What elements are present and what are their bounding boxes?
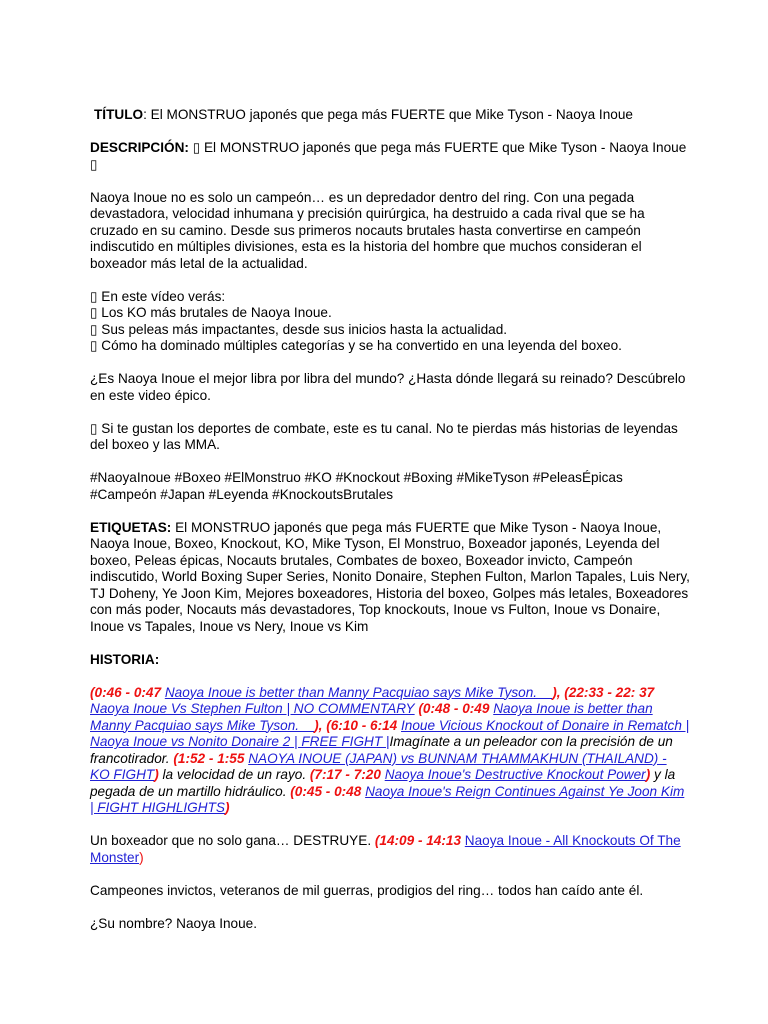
timestamp: ) — [154, 767, 159, 782]
description-label: DESCRIPCIÓN: — [90, 140, 189, 155]
channel-paragraph: ▯ Si te gustan los deportes de combate, este es tu canal. No te pierdas más historias de leyendas del boxeo y las MMA. — [90, 420, 678, 452]
video-link[interactable]: Naoya Inoue is better than Manny Pacquiao says Mike Tyson. — [90, 701, 653, 733]
video-link[interactable]: Naoya Inoue's Reign Continues Against Ye Joon Kim | FIGHT HIGHLIGHTS — [90, 783, 685, 815]
question-paragraph: ¿Es Naoya Inoue el mejor libra por libra del mundo? ¿Hasta dónde llegará su reinado? Descúbrelo en este video épico. — [90, 371, 686, 403]
timestamp: (0:48 - 0:49 — [414, 701, 494, 716]
historia-text: y la pegada de un martillo hidráulico. — [90, 767, 676, 799]
video-link[interactable]: NAOYA INOUE (JAPAN) vs BUNNAM THAMMAKHUN (THAILAND) - KO FIGHT — [90, 750, 667, 782]
title-paragraph: TÍTULO: El MONSTRUO japonés que pega más FUERTE que Mike Tyson - Naoya Inoue — [94, 107, 633, 122]
historia-heading: HISTORIA: — [90, 651, 160, 667]
description-paragraph — [90, 140, 690, 173]
nombre-paragraph: ¿Su nombre? Naoya Inoue. — [90, 915, 258, 931]
bullet-item: ▯ Cómo ha dominado múltiples categorías y se ha convertido en una leyenda del boxeo. — [90, 338, 622, 353]
timestamp: ) — [645, 767, 651, 782]
bullet-list — [90, 289, 690, 355]
timestamp: (7:17 - 7:20 — [309, 767, 385, 782]
timestamp: ), (22:33 - 22: 37 — [552, 684, 655, 700]
title-text: El MONSTRUO japonés que pega más FUERTE que Mike Tyson - Naoya Inoue — [150, 107, 633, 122]
historia-paragraph — [90, 685, 690, 817]
campeones-paragraph: Campeones invictos, veteranos de mil guerras, prodigios del ring… todos han caído ante él. — [90, 882, 644, 898]
timestamp: (0:45 - 0:48 — [290, 783, 366, 799]
video-link[interactable]: Naoya Inoue is better than Manny Pacquiao says Mike Tyson. — [164, 684, 553, 700]
timestamp: (0:46 - 0:47 — [90, 684, 165, 700]
bullet-item: ▯ Los KO más brutales de Naoya Inoue. — [90, 305, 332, 320]
timestamp-close: ) — [139, 849, 144, 865]
intro-paragraph: Naoya Inoue no es solo un campeón… es un depredador dentro del ring. Con una pegada devastadora, velocidad inhumana y precisión quirúrgica, ha destruido a cada rival que se ha cruzado en su camino. Desde sus primeros nocauts brutales hasta convertirse en campeón indiscutido en múltiples divisiones, esta es la historia del hombre que muchos consideran el boxeador más letal de la actualidad. — [90, 189, 645, 271]
timestamp: ), (6:10 - 6:14 — [314, 717, 402, 733]
hashtags-paragraph: #NaoyaInoue #Boxeo #ElMonstruo #KO #Knockout #Boxing #MikeTyson #PeleasÉpicas #Campeón #Japan #Leyenda #KnockoutsBrutales — [90, 470, 623, 502]
timestamp: (14:09 - 14:13 — [374, 833, 465, 848]
tags-label: ETIQUETAS: — [90, 519, 172, 535]
video-link[interactable]: Naoya Inoue - All Knockouts Of The Monster — [90, 833, 681, 865]
video-link[interactable]: Naoya Inoue Vs Stephen Fulton | NO COMMENTARY — [90, 701, 415, 716]
video-link[interactable]: Inoue Vicious Knockout of Donaire in Rematch | Naoya Inoue vs Nonito Donaire 2 | FREE FIGHT | — [90, 717, 690, 749]
tags-paragraph — [90, 520, 690, 636]
timestamp: ) — [224, 800, 230, 815]
document-body — [90, 107, 690, 949]
destruye-paragraph — [90, 833, 690, 866]
historia-text: la velocidad de un rayo. — [158, 767, 310, 782]
bullet-item: ▯ En este vídeo verás: — [90, 288, 226, 304]
video-link[interactable]: Naoya Inoue's Destructive Knockout Power — [384, 767, 646, 782]
destruye-text: Un boxeador que no solo gana… DESTRUYE. — [90, 833, 375, 848]
description-text: ▯ El MONSTRUO japonés que pega más FUERTE que Mike Tyson - Naoya Inoue ▯ — [90, 140, 687, 172]
tags-text: El MONSTRUO japonés que pega más FUERTE que Mike Tyson - Naoya Inoue, Naoya Inoue, Boxeo, Knockout, KO, Mike Tyson, El Monstruo, Boxeador japonés, Leyenda del boxeo, Peleas épicas, Nocauts brutales, Combates de boxeo, Boxeador invicto, Campeón indiscutido, World Boxing Super Series, Nonito Donaire, Stephen Fulton, Marlon Tapales, Luis Nery, TJ Doheny, Ye Joon Kim, Mejores boxeadores, Historia del boxeo, Golpes más letales, Boxeadores con más poder, Nocauts más devastadores, Top knockouts, Inoue vs Fulton, Inoue vs Donaire, Inoue vs Tapales, Inoue vs Nery, Inoue vs Kim — [90, 519, 690, 634]
bullet-item: ▯ Sus peleas más impactantes, desde sus inicios hasta la actualidad. — [90, 321, 508, 337]
timestamp: (1:52 - 1:55 — [173, 750, 249, 766]
title-label: TÍTULO — [94, 107, 144, 122]
historia-text: Imagínate a un peleador con la precisión de un francotirador. — [90, 734, 673, 766]
